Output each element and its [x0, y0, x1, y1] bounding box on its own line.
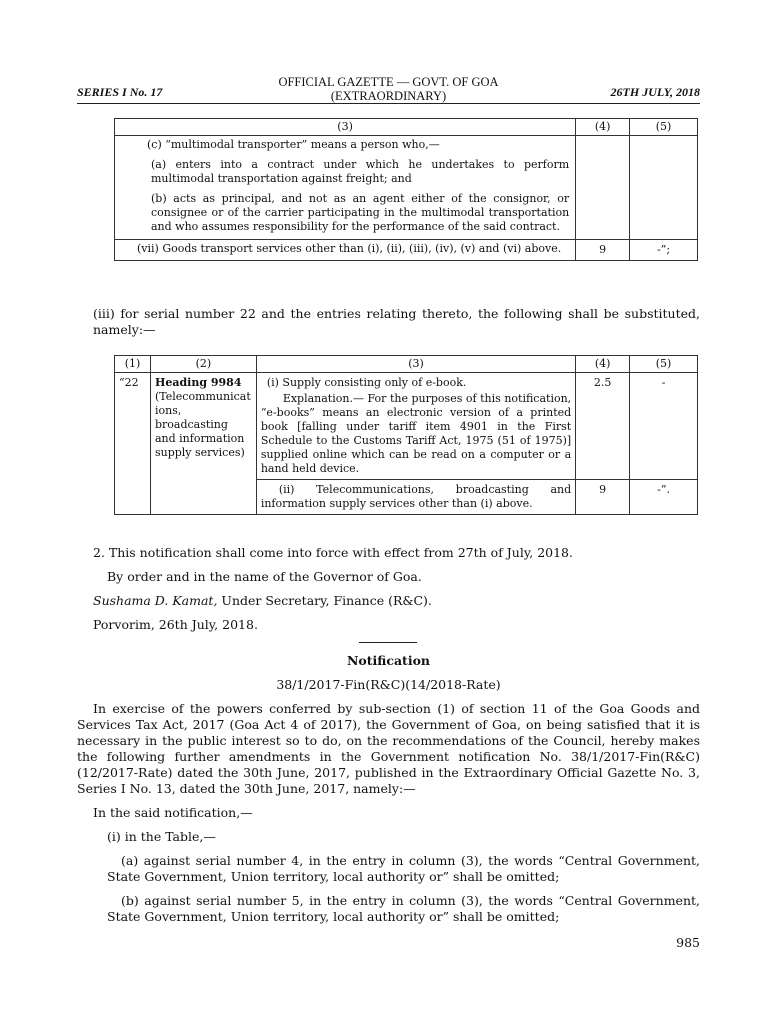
paragraph-2: 2. This notification shall come into force with effect from 27th of July, 2018.	[93, 545, 573, 560]
entry-ii-rate: 9	[576, 480, 630, 515]
gazette-title-line1: OFFICIAL GAZETTE — GOVT. OF GOA	[278, 75, 499, 89]
closing-block	[77, 545, 700, 633]
definition-c: (c) “multimodal transporter” means a person who,—	[147, 138, 440, 151]
in-said-notification: In the said notification,—	[93, 805, 253, 820]
gazette-title	[77, 75, 700, 103]
heading-label: Heading 9984	[154, 376, 242, 389]
entry-ii-description: (ii) Telecommunications, broadcasting and information supply services other than (i) above.	[256, 480, 575, 515]
in-the-table: (i) in the Table,—	[107, 829, 216, 844]
gazette-header	[77, 72, 700, 104]
column-header: (4)	[576, 119, 630, 136]
intro-iii: (iii) for serial number 22 and the entries relating thereto, the following shall be substituted, namely:—	[93, 306, 700, 337]
definition-b	[119, 192, 569, 234]
definition-b-text: (b) acts as principal, and not as an agent either of the consignor, or consignee or of the carrier participating in the multimodal transportation and who assumes responsibility for the performance of the said contract.	[151, 192, 570, 233]
notification-block	[77, 653, 700, 925]
rate-cell-empty	[576, 136, 630, 240]
place-date-line: Porvorim, 26th July, 2018.	[93, 617, 258, 632]
substituted-entry-table	[114, 355, 698, 515]
by-order-line: By order and in the name of the Governor of Goa.	[107, 569, 422, 584]
entry-i-description: (i) Supply consisting only of e-book.	[266, 376, 467, 389]
gazette-title-line2: (EXTRAORDINARY)	[330, 89, 447, 103]
notification-title: Notification	[346, 653, 431, 668]
heading-cell	[150, 373, 256, 515]
column-header: (1)	[115, 356, 151, 373]
heading-description: (Telecommunications, broadcasting and information supply services)	[154, 390, 251, 459]
table-header-row	[115, 356, 698, 373]
column-header: (5)	[630, 356, 698, 373]
signatory-name: Sushama D. Kamat,	[93, 593, 218, 608]
issue-date: 26TH JULY, 2018	[610, 85, 700, 99]
definition-a-text: (a) enters into a contract under which he undertakes to perform multimodal transportation against freight; and	[151, 158, 570, 185]
signatory-line	[77, 593, 700, 609]
table-row	[115, 373, 698, 480]
separator-rule	[359, 642, 417, 643]
column-header: (3)	[256, 356, 575, 373]
series-label: SERIES I No. 17	[77, 85, 163, 99]
main-paragraph: In exercise of the powers conferred by sub-section (1) of section 11 of the Goa Goods and Services Tax Act, 2017 (Goa Act 4 of 2017), the Government of Goa, on being satisfied that it is necessary in the public interest so to do, on the recommendations of the Council, hereby makes the following further amendments in the Government notification No. 38/1/2017-Fin(R&C) (12/2017-Rate) dated the 30th June, 2017, published in the Extraordinary Official Gazette No. 3, Series I No. 13, dated the 30th June, 2017, namely:—	[77, 701, 700, 796]
column-header: (5)	[630, 119, 698, 136]
page-number: 985	[676, 935, 700, 950]
column-header: (4)	[576, 356, 630, 373]
entry-i-condition: -	[630, 373, 698, 480]
entry-i-rate: 2.5	[576, 373, 630, 480]
explanation-text: Explanation.— For the purposes of this notification, “e-books” means an electronic version of a printed book [falling under tariff item 4901 in the First Schedule to the Customs Tariff Act, 1975 (51 of 1975)] supplied online which can be read on a computer or a hand held device.	[260, 392, 572, 475]
table-header-row	[115, 119, 698, 136]
entry-vii-condition: -”;	[630, 240, 698, 261]
definition-cell	[115, 136, 576, 240]
entry-ii-condition: -”.	[630, 480, 698, 515]
condition-cell-empty	[630, 136, 698, 240]
serial-number-cell: “22	[115, 373, 151, 515]
rate-table-continued	[114, 118, 698, 261]
table-row	[115, 136, 698, 240]
definition-a	[119, 158, 569, 186]
entry-i-description-cell	[256, 373, 575, 480]
entry-vii-description: (vii) Goods transport services other than (i), (ii), (iii), (iv), (v) and (vi) above.	[115, 240, 576, 261]
signatory-title: Under Secretary, Finance (R&C).	[217, 593, 432, 608]
amendment-item-b: (b) against serial number 5, in the entry in column (3), the words “Central Government, State Government, Union territory, local authority or” shall be omitted;	[107, 893, 700, 924]
entry-vii-rate: 9	[576, 240, 630, 261]
table-row	[115, 240, 698, 261]
column-header: (2)	[150, 356, 256, 373]
notification-number: 38/1/2017-Fin(R&C)(14/2018-Rate)	[276, 677, 501, 692]
intro-iii-block	[77, 306, 700, 338]
amendment-item-a: (a) against serial number 4, in the entry in column (3), the words “Central Government, State Government, Union territory, local authority or” shall be omitted;	[107, 853, 700, 884]
column-header: (3)	[115, 119, 576, 136]
